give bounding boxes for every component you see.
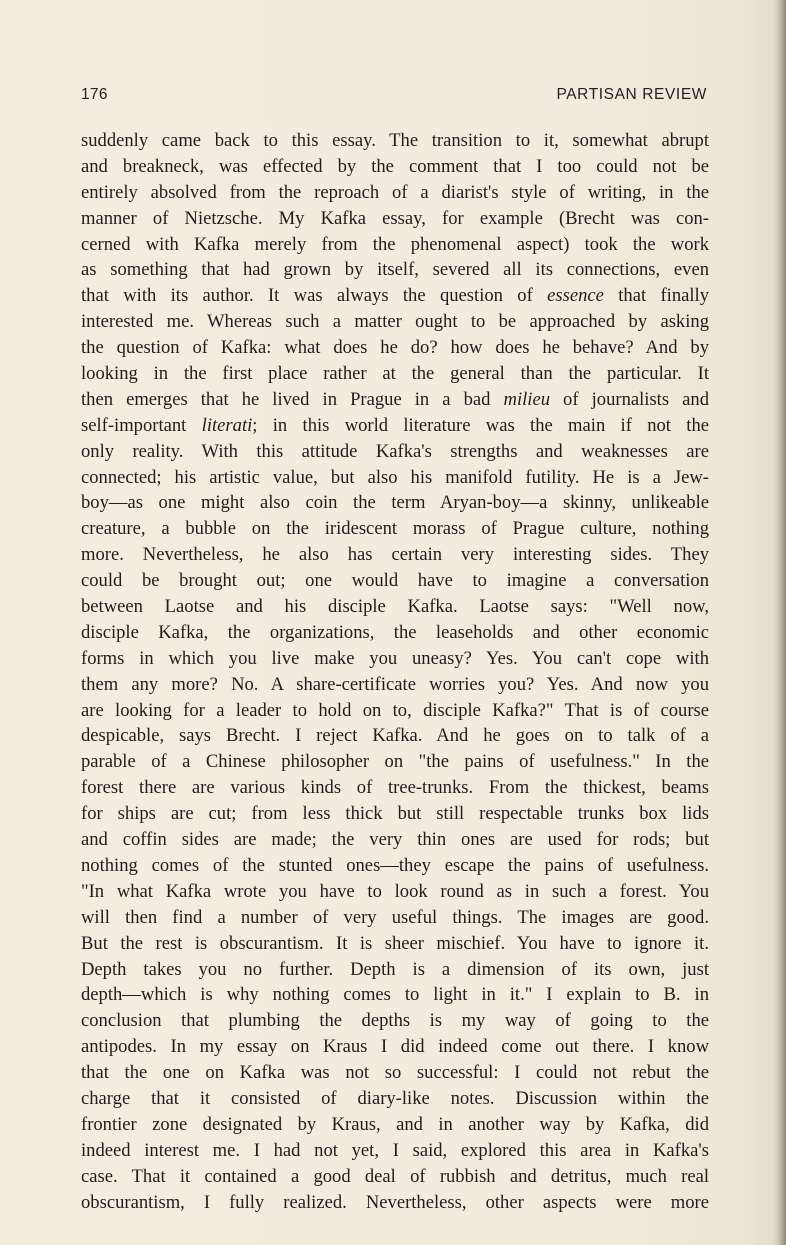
italic-term: milieu [503, 388, 550, 410]
italic-term: essence [547, 285, 604, 307]
body-line: forms in which you live make you uneasy? Yes. You can't cope with [81, 647, 709, 669]
body-line: disciple Kafka, the organizations, the leaseholds and other economic [81, 621, 709, 643]
body-line: and coffin sides are made; the very thin ones are used for rods; but [81, 829, 709, 851]
body-line: only reality. With this attitude Kafka's strengths and weaknesses are [81, 440, 709, 462]
body-line: the question of Kafka: what does he do? how does he behave? And by [81, 337, 709, 359]
body-line: depth—which is why nothing comes to light in it." I explain to B. in [81, 984, 709, 1006]
body-line: could be brought out; one would have to imagine a conversation [81, 570, 709, 592]
body-line: parable of a Chinese philosopher on "the pains of usefulness." In the [81, 751, 709, 773]
body-line: manner of Nietzsche. My Kafka essay, for example (Brecht was con- [81, 207, 709, 229]
body-line: and breakneck, was effected by the comment that I too could not be [81, 155, 709, 177]
body-line: looking in the first place rather at the general than the particular. It [81, 363, 709, 385]
body-line: then emerges that he lived in Prague in a bad milieu of journalists and [81, 388, 709, 410]
body-line: boy—as one might also coin the term Aryan-boy—a skinny, unlikeable [81, 492, 709, 514]
body-line: that the one on Kafka was not so successful: I could not rebut the [81, 1062, 709, 1084]
body-line: obscurantism, I fully realized. Nevertheless, other aspects were more [81, 1191, 709, 1213]
body-line: Depth takes you no further. Depth is a dimension of its own, just [81, 958, 709, 980]
body-line: connected; his artistic value, but also his manifold futility. He is a Jew- [81, 466, 709, 488]
body-line: case. That it contained a good deal of rubbish and detritus, much real [81, 1165, 709, 1187]
body-line: frontier zone designated by Kraus, and in another way by Kafka, did [81, 1113, 709, 1135]
body-line: indeed interest me. I had not yet, I said, explored this area in Kafka's [81, 1139, 709, 1161]
page-number: 176 [81, 86, 108, 103]
body-line: self-important literati; in this world literature was the main if not the [81, 414, 710, 436]
body-line: them any more? No. A share-certificate worries you? Yes. And now you [81, 673, 709, 695]
body-line: for ships are cut; from less thick but still respectable trunks box lids [81, 803, 709, 825]
body-line: antipodes. In my essay on Kraus I did indeed come out there. I know [81, 1036, 709, 1058]
body-line: entirely absolved from the reproach of a diarist's style of writing, in the [81, 181, 709, 203]
body-line: are looking for a leader to hold on to, disciple Kafka?" That is of course [81, 699, 709, 721]
body-line: interested me. Whereas such a matter ought to be approached by asking [81, 311, 709, 333]
italic-term: literati [201, 414, 253, 436]
body-line: forest there are various kinds of tree-trunks. From the thickest, beams [81, 777, 709, 799]
page-header [81, 86, 707, 108]
page-edge-shadow [772, 0, 786, 1245]
body-text [81, 128, 709, 1215]
body-line: despicable, says Brecht. I reject Kafka. And he goes on to talk of a [81, 725, 709, 747]
body-line: cerned with Kafka merely from the phenomenal aspect) took the work [81, 233, 709, 255]
body-line: that with its author. It was always the question of essence that finally [81, 285, 709, 307]
body-line: "In what Kafka wrote you have to look round as in such a forest. You [81, 880, 709, 902]
body-line: conclusion that plumbing the depths is my way of going to the [81, 1010, 709, 1032]
body-line: creature, a bubble on the iridescent morass of Prague culture, nothing [81, 518, 709, 540]
body-line: suddenly came back to this essay. The transition to it, somewhat abrupt [81, 130, 709, 151]
body-line: will then find a number of very useful things. The images are good. [81, 906, 709, 928]
body-line: nothing comes of the stunted ones—they escape the pains of usefulness. [81, 854, 709, 876]
body-line: as something that had grown by itself, severed all its connections, even [81, 259, 709, 281]
running-head: PARTISAN REVIEW [556, 86, 707, 103]
body-line: more. Nevertheless, he also has certain very interesting sides. They [81, 544, 709, 566]
body-line: But the rest is obscurantism. It is sheer mischief. You have to ignore it. [81, 932, 709, 954]
body-line: between Laotse and his disciple Kafka. Laotse says: "Well now, [81, 596, 709, 618]
body-line: charge that it consisted of diary-like notes. Discussion within the [81, 1087, 709, 1109]
